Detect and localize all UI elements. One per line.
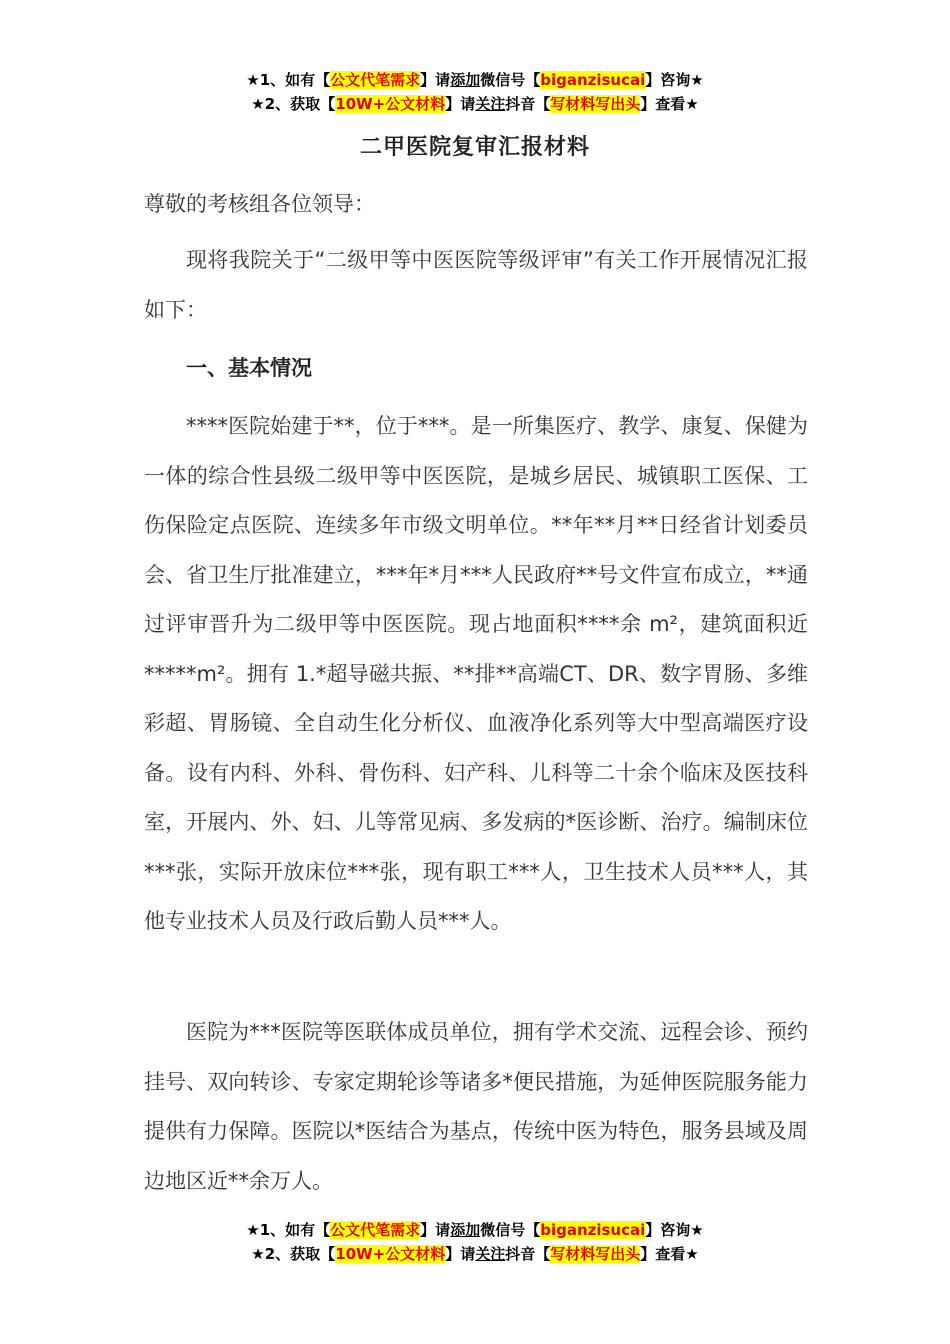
- promo-emphasis: 关注: [475, 1245, 506, 1263]
- promo-text: 抖音【: [505, 95, 551, 113]
- promo-text: 】请: [445, 1245, 476, 1263]
- promo-line-2: [0, 92, 950, 116]
- intro-paragraph: 现将我院关于“二级甲等中医医院等级评审”有关工作开展情况汇报如下：: [144, 248, 808, 322]
- document-title: 二甲医院复审汇报材料: [359, 135, 590, 160]
- promo-text: 】请: [445, 95, 476, 113]
- body-paragraph: ****医院始建于**，位于***。是一所集医疗、教学、康复、保健为一体的综合性县级二级甲等中医医院，是城乡居民、城镇职工医保、工伤保险定点医院、连续多年市级文明单位。**年**月**日经省计划委员会、省卫生厅批准建立，***年*月***人民政府**号文件宣布成立，**通过评审晋升为二级甲等中医医院。现占地面积****余 m²，建筑面积近*****m²。拥有 1.*超导磁共振、**排**高端CT、DR、数字胃肠、多维彩超、胃肠镜、全自动生化分析仪、血液净化系列等大中型高端医疗设备。设有内科、外科、骨伤科、妇产科、儿科等二十余个临床及医技科室，开展内、外、妇、儿等常见病、多发病的*医诊断、治疗。编制床位***张，实际开放床位***张，现有职工***人，卫生技术人员***人，其他专业技术人员及行政后勤人员***人。: [144, 414, 808, 933]
- promo-text: ★2、获取【: [251, 95, 336, 113]
- body-paragraph: 医院为***医院等医联体成员单位，拥有学术交流、远程会诊、预约挂号、双向转诊、专家定期轮诊等诸多*便民措施，为延伸医院服务能力提供有力保障。医院以*医结合为基点，传统中医为特色，服务县域及周边地区近**余万人。: [144, 1020, 808, 1193]
- promo-highlight: 公文代笔需求: [330, 71, 421, 89]
- promo-wechat-id: biganzisucai: [540, 1221, 646, 1239]
- promo-text: 抖音【: [505, 1245, 551, 1263]
- promo-text: ★1、如有【: [246, 1221, 331, 1239]
- promo-line-1: [0, 1218, 950, 1242]
- promo-emphasis: 添加: [450, 71, 481, 89]
- promo-text: 】咨询★: [645, 71, 704, 89]
- promo-text: 】请: [420, 1221, 451, 1239]
- promo-text: ★2、获取【: [251, 1245, 336, 1263]
- promo-highlight: 10W+公文材料: [335, 95, 446, 113]
- promo-text: 】咨询★: [645, 1221, 704, 1239]
- promo-douyin-id: 写材料写出头: [550, 1245, 641, 1263]
- promo-banner-top: [0, 68, 950, 116]
- section-heading: 一、基本情况: [186, 356, 312, 380]
- promo-text: 】查看★: [640, 1245, 699, 1263]
- promo-highlight: 公文代笔需求: [330, 1221, 421, 1239]
- salutation: 尊敬的考核组各位领导：: [144, 192, 375, 216]
- promo-text: 微信号【: [480, 1221, 541, 1239]
- promo-douyin-id: 写材料写出头: [550, 95, 641, 113]
- promo-wechat-id: biganzisucai: [540, 71, 646, 89]
- promo-text: 】查看★: [640, 95, 699, 113]
- promo-line-2: [0, 1242, 950, 1266]
- promo-emphasis: 关注: [475, 95, 506, 113]
- promo-text: 】请: [420, 71, 451, 89]
- promo-line-1: [0, 68, 950, 92]
- promo-emphasis: 添加: [450, 1221, 481, 1239]
- promo-text: 微信号【: [480, 71, 541, 89]
- promo-highlight: 10W+公文材料: [335, 1245, 446, 1263]
- promo-banner-bottom: [0, 1218, 950, 1266]
- promo-text: ★1、如有【: [246, 71, 331, 89]
